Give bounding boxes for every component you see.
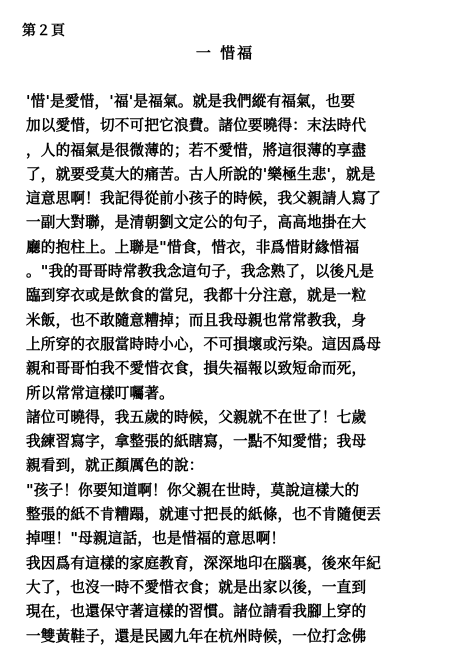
text-line: 親看到，就正顏厲色的說： (26, 457, 204, 475)
text-line: 我因爲有這樣的家庭教育，深深地印在腦裏，後來年紀 (26, 554, 382, 572)
text-line: 臨到穿衣或是飲食的當兒，我都十分注意，就是一粒 (26, 287, 367, 305)
text-line: 一副大對聯，是清朝劉文定公的句子，高高地掛在大 (26, 214, 367, 232)
text-line: ，人的福氣是很微薄的；若不愛惜，將這很薄的享盡 (26, 141, 367, 159)
text-line: 米飯，也不敢隨意糟掉；而且我母親也常常教我，身 (26, 311, 367, 329)
text-line: 現在，也還保守著這樣的習慣。諸位請看我腳上穿的 (26, 603, 367, 621)
text-line: 廳的抱柱上。上聯是"惜食，惜衣，非爲惜財緣惜福 (26, 238, 360, 256)
text-line: 諸位可曉得，我五歲的時候，父親就不在世了！七歲 (26, 408, 367, 426)
page-number-label: 第２頁 (22, 23, 66, 39)
text-line: 親和哥哥怕我不愛惜衣食，損失福報以致短命而死， (26, 360, 367, 378)
text-line: 一雙黃鞋子，還是民國九年在杭州時候，一位打念佛 (26, 627, 367, 645)
text-line: 整張的紙不肯糟蹋，就連寸把長的紙條，也不肯隨便丟 (26, 506, 382, 524)
text-line: 我練習寫字，拿整張的紙瞎寫，一點不知愛惜；我母 (26, 433, 367, 451)
text-line: 所以常常這樣叮囑著。 (26, 384, 174, 402)
section-title: 一 惜福 (195, 44, 255, 62)
text-line: 了，就要受莫大的痛苦。古人所說的'樂極生悲'，就是 (26, 165, 376, 183)
text-line: 。"我的哥哥時常教我念這句子，我念熟了，以後凡是 (26, 263, 375, 281)
text-line: "孩子！你要知道啊！你父親在世時，莫說這樣大的 (26, 481, 360, 499)
text-line: 上所穿的衣服當時時小心，不可損壞或污染。這因爲母 (26, 335, 382, 353)
text-line: 掉哩！"母親這話，也是惜福的意思啊！ (26, 530, 286, 548)
text-line: '惜'是愛惜，'福'是福氣。就是我們縱有福氣，也要 (26, 93, 356, 110)
text-line: 加以愛惜，切不可把它浪費。諸位要曉得：末法時代 (26, 117, 367, 135)
text-line: 大了，也沒一時不愛惜衣食；就是出家以後，一直到 (26, 578, 367, 596)
text-line: 這意思啊！我記得從前小孩子的時候，我父親請人寫了 (26, 190, 382, 208)
body-text (26, 90, 436, 649)
